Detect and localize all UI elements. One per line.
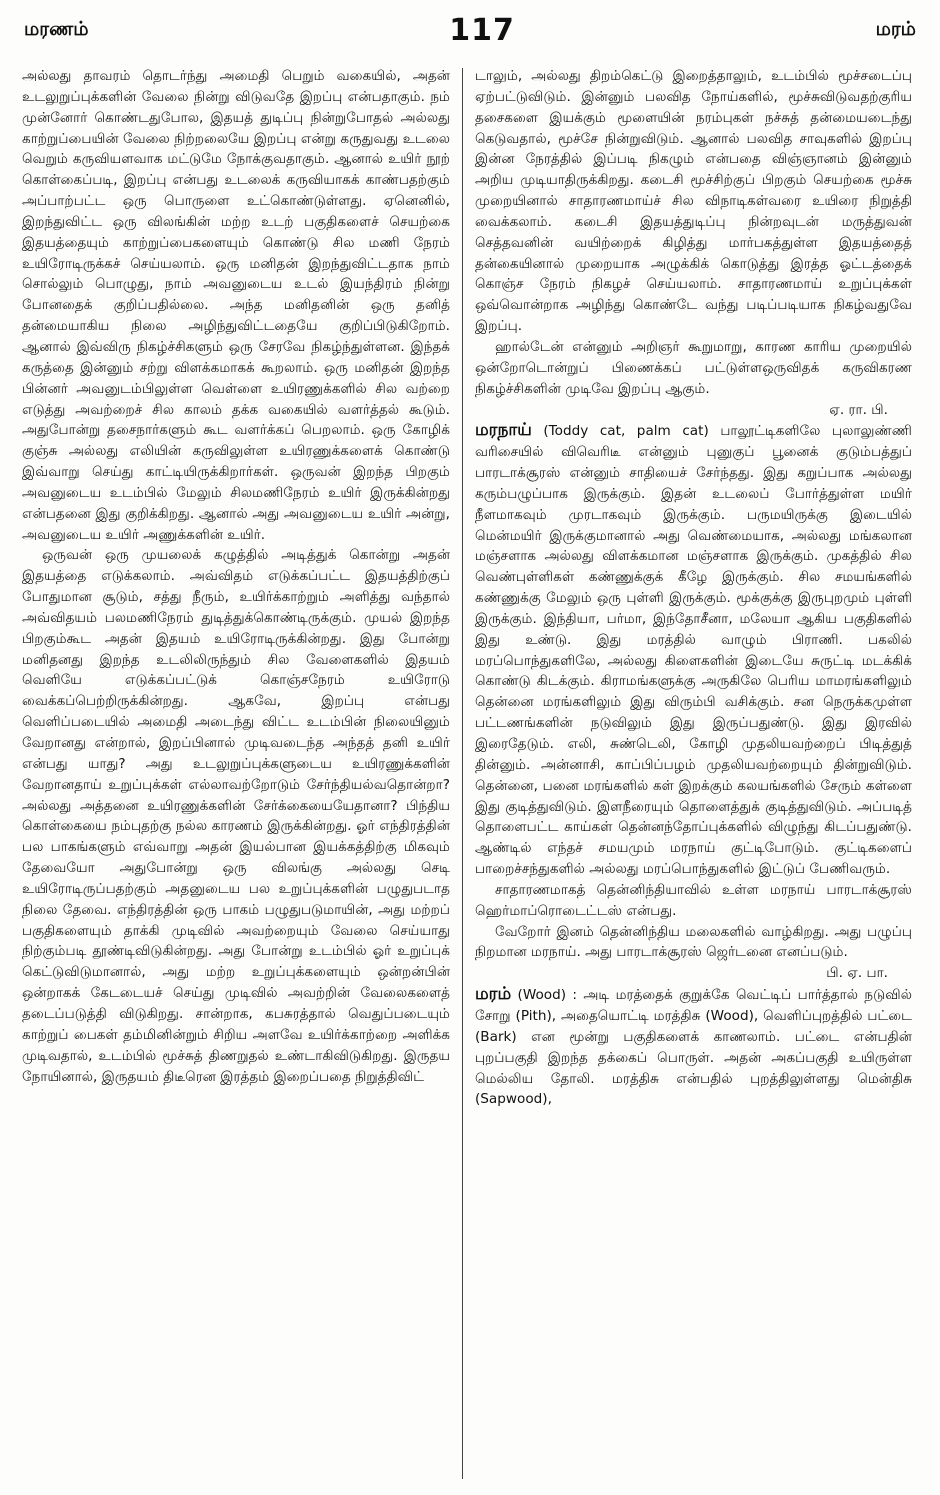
entry-paragraph [475, 984, 912, 1110]
page-number: 117 [449, 12, 515, 48]
paragraph: ஹால்டேன் என்னும் அறிஞர் கூறுமாறு, காரண காரிய முறையில் ஒன்றோடொன்றுப் பிணைக்கப் பட்டுள்ளஒருவிதக் கருவிகரண நிகழ்ச்சிகளின் முடிவே இறப்பு ஆகும். [475, 338, 912, 397]
right-column [475, 66, 912, 1481]
running-head-left: மரணம் [24, 17, 89, 40]
entry-body: அடி மரத்தைக் குறுக்கே வெட்டிப் பார்த்தால் நடுவில் சோறு (Pith), அதையொட்டி மரத்திசு (Wood), வெளிப்புறத்தில் பட்டை (Bark) என மூன்று பகுதிகளைக் காணலாம். பட்டை என்பதின் புறப்பகுதி இறந்த தக்கைப் பொருள். அதன் அகப்பகுதி உயிருள்ள மெல்லிய தோலி. மரத்திசு என்பதில் புறத்திலுள்ளது மென்திசு (Sapwood), [475, 987, 912, 1108]
running-head-right: மரம் [875, 17, 916, 40]
author-initials: பி. ஏ. பா. [826, 965, 888, 982]
entry-title: மரநாய் [475, 420, 532, 441]
author-initials: ஏ. ரா. பி. [829, 401, 888, 418]
paragraph: சாதாரணமாகத் தென்னிந்தியாவில் உள்ள மரநாய் பாரடாக்சூரஸ் ஹெர்மாப்ரொடைட்டஸ் என்பது. [475, 881, 912, 919]
entry-gloss: (Toddy cat, palm cat) [543, 423, 709, 440]
left-column [22, 66, 450, 1481]
page-header [24, 10, 916, 50]
entry-paragraph [475, 420, 912, 880]
entry-body: பாலூட்டிகளிலே புலாலுண்ணி வரிசையில் விவெரிடீ என்னும் புனுகுப் பூனைக் குடும்பத்துப் பாரடாக்சூரஸ் என்னும் சாதியைச் சேர்ந்தது. இது கறுப்பாக அல்லது கரும்பழுப்பாக இருக்கும். இதன் உடலைப் போர்த்துள்ள மயிர் நீளமாகவும் முரடாகவும் இருக்கும். பருமயிருக்கு இடையில் மென்மயிர் இருக்குமானால் அது வெண்மையாக, அல்லது மங்கலான மஞ்சளாக அல்லது விளக்கமான மஞ்சளாக இருக்கும். முகத்தில் சில வெண்புள்ளிகள் கண்ணுக்குக் கீழே இருக்கும். சில சமயங்களில் கண்ணுக்கு மேலும் ஒரு புள்ளி இருக்கும். மூக்குக்கு இருபுறமும் புள்ளி இருக்கும். இந்தியா, பர்மா, இந்தோசீனா, மலேயா ஆகிய பகுதிகளில் இது உண்டு. இது மரத்தில் வாழும் பிராணி. பகலில் மரப்பொந்துகளிலே, அல்லது கிளைகளின் இடையே சுருட்டி மடக்கிக் கொண்டு கிடக்கும். கிராமங்களுக்கு அருகிலே பெரிய மாமரங்களிலும் தென்னை மரங்களிலும் இது விரும்பி வசிக்கும். சன நெருக்கமுள்ள பட்டணங்களின் நடுவிலும் இது இருப்பதுண்டு. இது இரவில் இரைதேடும். எலி, சுண்டெலி, கோழி முதலியவற்றைப் பிடித்துத் தின்னும். அன்னாசி, காப்பிப்பழம் முதலியவற்றையும் தின்றுவிடும். தென்னை, பனை மரங்களில் கள் இறக்கும் கலயங்களில் சேரும் கள்ளை இது குடித்துவிடும். இளநீரையும் தொளைத்துக் குடித்துவிடும். அப்படித் தொளைபட்ட காய்கள் தென்னந்தோப்புக்களில் விழுந்து கிடப்பதுண்டு. ஆண்டில் எந்தச் சமயமும் மரநாய் குட்டிபோடும். குட்டிகளைப் பாறைச்சந்துகளில் அல்லது மரப்பொந்துகளில் இட்டுப் பேணிவரும். [475, 423, 912, 878]
paragraph: வேறோர் இனம் தென்னிந்திய மலைகளில் வாழ்கிறது. அது பழுப்பு நிறமான மரநாய். அது பாரடாக்சூரஸ் ஜெர்டனை எனப்படும். [475, 923, 912, 961]
entry-title: மரம் [475, 984, 512, 1005]
paragraph: அல்லது தாவரம் தொடர்ந்து அமைதி பெறும் வகையில், அதன் உடலுறுப்புக்களின் வேலை நின்று விடுவதே இறப்பு என்பதாகும். நம் முன்னோர் கொண்டதுபோல, இதயத் துடிப்பு நின்றுபோதல் அல்லது காற்றுப்பையின் வேலை நிற்றலையே இறப்பு என்று கருதுவது உடலை வெறும் கருவியளவாக மட்டுமே நோக்குவதாகும். ஆனால் உயிர் நூற் கொள்கைப்படி, இறப்பு என்பது உடலைக் கருவியாகக் காண்பதற்கும் அப்பாற்பட்ட ஒரு பொருளை உட்கொண்டுள்ளது. ஏனெனில், இறந்துவிட்ட ஒரு விலங்கின் மற்ற உடற் பகுதிகளைச் செயற்கை இதயத்தையும் காற்றுப்பைகளையும் கொண்டு சில மணி நேரம் உயிரோடிருக்கச் செய்யலாம். ஒரு மனிதன் இறந்துவிட்டதாக நாம் சொல்லும் பொழுது, நாம் அவனுடைய உடல் இயந்திரம் நின்று போனதைக் குறிப்பதில்லை. அந்த மனிதனின் ஒரு தனித் தன்மையாகிய நிலை அழிந்துவிட்டதையே குறிப்பிடுகிறோம். ஆனால் இவ்விரு நிகழ்ச்சிகளும் ஒரு சேரவே நிகழ்ந்துள்ளன. இந்தக் கருத்தை இன்னும் சற்று விளக்கமாகக் கூறலாம். ஒரு மனிதன் இறந்த பின்னர் அவனுடம்பிலுள்ள வெள்ளை உயிரணுக்களில் சில வற்றை எடுத்து அவற்றைச் சில காலம் தக்க வகையில் வளர்த்தல் கூடும். அதுபோன்று தசைநார்களும் கூட வளர்க்கப் பெறலாம். ஒரு கோழிக் குஞ்சு அல்லது எலியின் கருவிலுள்ள உயிரணுக்களைக் கொண்டு இவ்வாறு செய்து காட்டியிருக்கிறார்கள். ஒருவன் இறந்த பிறகும் அவனுடைய உடம்பில் மேலும் சிலமணிநேரம் உயிர் இருக்கின்றது என்பதனை இது குறிக்கிறது. ஆனால் அது அவனுடைய உயிர் அன்று, அவனுடைய உயிர் அணுக்களின் உயிர். [22, 68, 450, 543]
paragraph: ஒருவன் ஒரு முயலைக் கழுத்தில் அடித்துக் கொன்று அதன் இதயத்தை எடுக்கலாம். அவ்விதம் எடுக்கப்பட்ட இதயத்திற்குப் போதுமான சூடும், சத்து நீரும், உயிர்க்காற்றும் அளித்து வந்தால் அவ்விதயம் பலமணிநேரம் துடித்துக்கொண்டிருக்கும். முயல் இறந்த பிறகும்கூட அதன் இதயம் உயிரோடிருக்கின்றது. இது போன்று மனிதனது இறந்த உடலிலிருந்தும் சில வேளைகளில் இதயம் வெளியே எடுக்கப்பட்டுக் கொஞ்சநேரம் உயிரோடு வைக்கப்பெற்றிருக்கின்றது. ஆகவே, இறப்பு என்பது வெளிப்படையில் அமைதி அடைந்து விட்ட உடம்பின் நிலையினும் வேறானது என்றால், இறப்பினால் முடிவடைந்த அந்தத் தனி உயிர் என்பது யாது? அது உடலுறுப்புக்களுடைய உயிரணுக்களின் வேறானதாய் உறுப்புக்கள் எல்லாவற்றோடும் சேர்ந்தியல்வதொன்றா? அல்லது அத்தனை உயிரணுக்களின் சேர்க்கையையேதானா? பிந்திய கொள்கையை நம்புதற்கு நல்ல காரணம் இருக்கின்றது. ஓர் எந்திரத்தின் பல பாகங்களும் எவ்வாறு அதன் இயல்பான இயக்கத்திற்கு மிகவும் தேவையோ அதுபோன்று ஒரு விலங்கு அல்லது செடி உயிரோடிருப்பதற்கும் அதனுடைய பல உறுப்புக்களின் பழுதுபடாத நிலை தேவை. எந்திரத்தின் ஒரு பாகம் பழுதுபடுமாயின், அது மற்றப் பகுதிகளையும் தாக்கி முடிவில் அவற்றையும் வேலை செய்யாது நிற்கும்படி தூண்டிவிடுகின்றது. அது போன்று உடம்பில் ஓர் உறுப்புக் கெட்டுவிடுமானால், அது மற்ற உறுப்புக்களையும் ஒன்றன்பின் ஒன்றாகக் கேடடையச் செய்து முடிவில் அவற்றின் வேலைகளைத் தடைப்படுத்தி விடுகிறது. சான்றாக, கபசுரத்தால் வெதுப்படையும் காற்றுப் பைகள் தம்மினின்றும் சிறிய அளவே உயிர்க்காற்றை அளிக்க முடிவதால், உடம்பில் மூச்சுத் திணறுதல் உண்டாகிவிடுகிறது. இருதய நோயினால், இருதயம் திடீரென இரத்தம் இறைப்பதை நிறுத்திவிட் [22, 547, 450, 1085]
entry-gloss: (Wood) : [517, 987, 577, 1004]
paragraph: டாலும், அல்லது திறம்கெட்டு இறைத்தாலும், உடம்பில் மூச்சடைப்பு ஏற்பட்டுவிடும். இன்னும் பலவித நோய்களில், மூச்சுவிடுவதற்குரிய தசைகளை இயக்கும் மூளையின் நரம்புகள் நச்சுத் தன்மையடைந்து கெடுவதால், மூச்சே நின்றுவிடும். ஆனால் பலவித சாவுகளில் இறப்பு இன்ன நேரத்தில் இப்படி நிகழும் என்பதை விஞ்ஞானம் இன்னும் அறிய முடியாதிருக்கிறது. கடைசி மூச்சிற்குப் பிறகும் செயற்கை மூச்சு முறையினால் சாதாரணமாய்ச் சில விநாடிகள்வரை உயிரை நிறுத்தி வைக்கலாம். கடைசி இதயத்துடிப்பு நின்றவுடன் மருத்துவன் செத்தவனின் வயிற்றைக் கிழித்து மார்பகத்துள்ள இதயத்தைத் தன்கையினால் முறையாக அழுக்கிக் கொடுத்து இரத்த ஓட்டத்தைக் கொஞ்ச நேரம் நிகழச் செய்யலாம். சாதாரணமாய் உறுப்புக்கள் ஒவ்வொன்றாக அழிந்து கொண்டே வந்து படிப்படியாக நிகழ்வதுவே இறப்பு. [475, 68, 912, 335]
column-divider [462, 68, 463, 1479]
